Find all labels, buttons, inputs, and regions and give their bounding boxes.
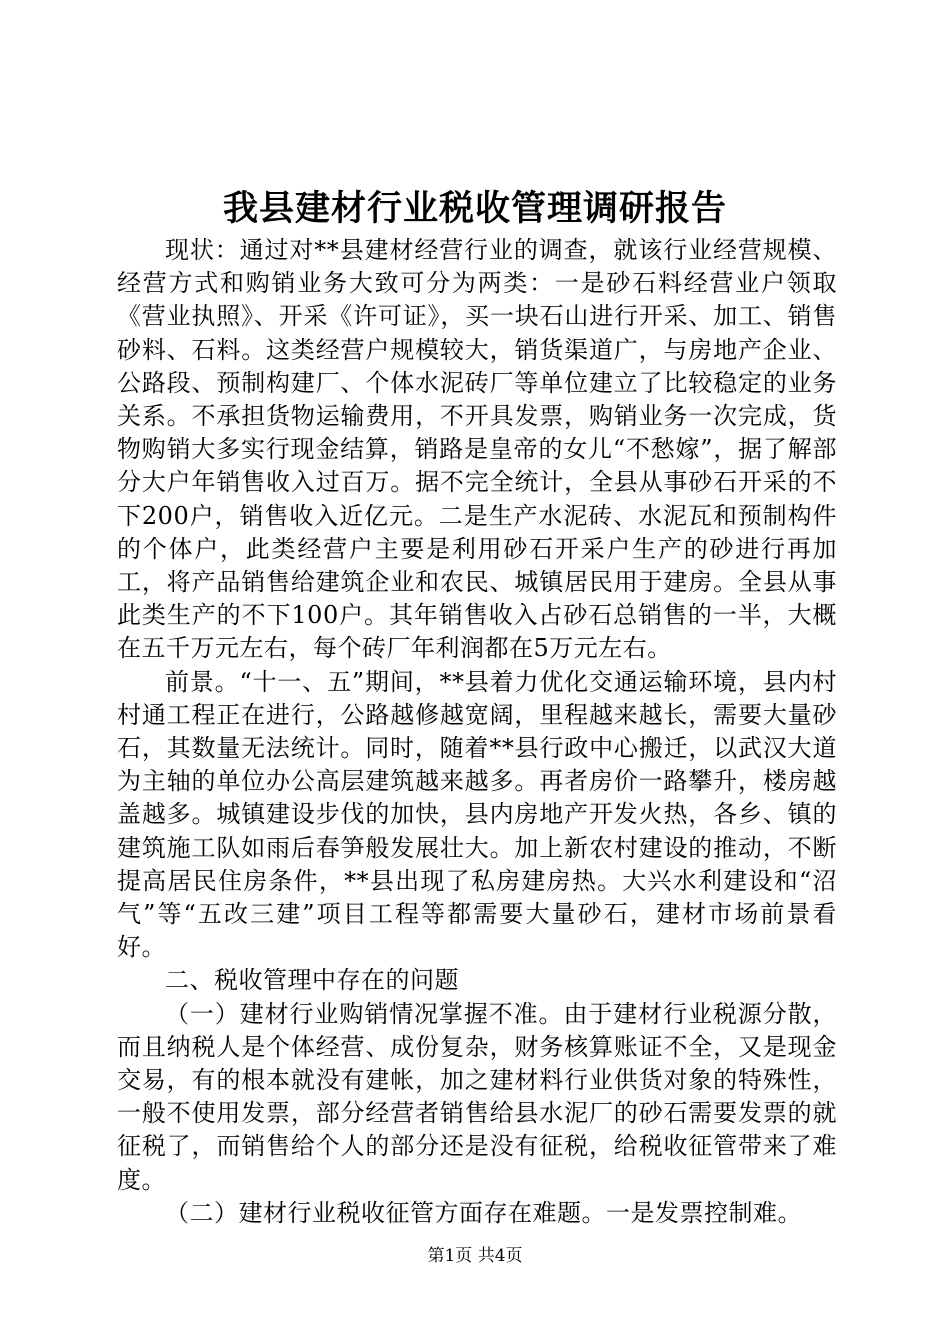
document-body [117, 234, 837, 1230]
section-heading-problems: 二、税收管理中存在的问题 [165, 966, 459, 995]
paragraph-status: 现状：通过对**县建材经营行业的调查，就该行业经营规模、经营方式和购销业务大致可分为两类：一是砂石料经营业户领取《营业执照》、开采《许可证》，买一块石山进行开采、加工、销售砂料、石料。这类经营户规模较大，销货渠道广，与房地产企业、公路段、预制构建厂、个体水泥砖厂等单位建立了比较稳定的业务关系。不承担货物运输费用，不开具发票，购销业务一次完成，货物购销大多实行现金结算，销路是皇帝的女儿“不愁嫁”，据了解部分大户年销售收入过百万。据不完全统计，全县从事砂石开采的不下200户，销售收入近亿元。二是生产水泥砖、水泥瓦和预制构件的个体户，此类经营户主要是利用砂石开采户生产的砂进行再加工，将产品销售给建筑企业和农民、城镇居民用于建房。全县从事此类生产的不下100户。其年销售收入占砂石总销售的一半，大概在五千万元左右，每个砖厂年利润都在5万元左右。 [117, 236, 837, 663]
paragraph-prospects: 前景。“十一、五”期间，**县着力优化交通运输环境，县内村村通工程正在进行，公路越修越宽阔，里程越来越长，需要大量砂石，其数量无法统计。同时，随着**县行政中心搬迁，以武汉大道为主轴的单位办公高层建筑越来越多。再者房价一路攀升，楼房越盖越多。城镇建设步伐的加快，县内房地产开发火热，各乡、镇的建筑施工队如雨后春笋般发展壮大。加上新农村建设的推动，不断提高居民住房条件，**县出现了私房建房热。大兴水利建设和“沼气”等“五改三建”项目工程等都需要大量砂石，建材市场前景看好。 [117, 667, 837, 962]
document-title: 我县建材行业税收管理调研报告 [222, 188, 727, 229]
page-footer: 第1页 共4页 [427, 1246, 523, 1266]
paragraph-problem-2: （二）建材行业税收征管方面存在难题。一是发票控制难。 [165, 1198, 802, 1227]
paragraph-problem-1: （一）建材行业购销情况掌握不准。由于建材行业税源分散，而且纳税人是个体经营、成份复杂，财务核算账证不全，又是现金交易，有的根本就没有建帐，加之建材料行业供货对象的特殊性，一般不使用发票，部分经营者销售给县水泥厂的砂石需要发票的就征税了，而销售给个人的部分还是没有征税，给税收征管带来了难度。 [117, 999, 837, 1194]
